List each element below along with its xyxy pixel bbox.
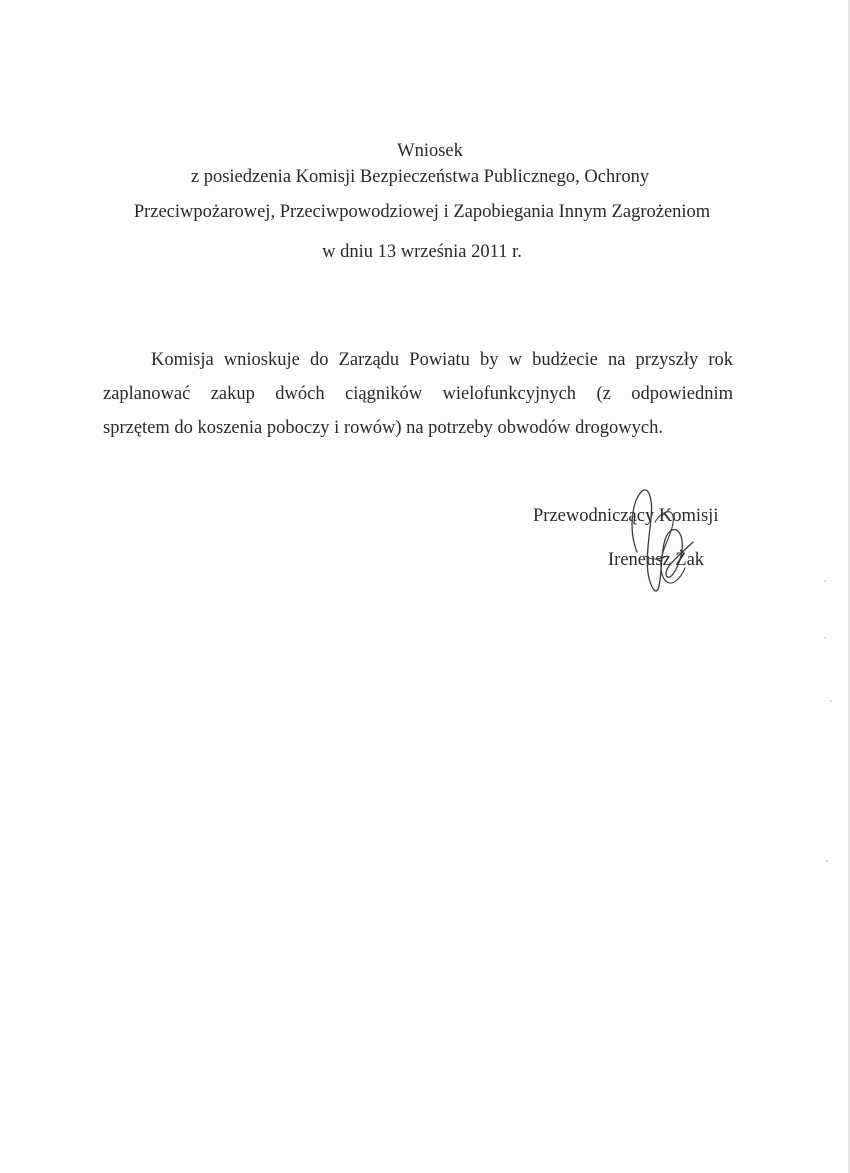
signatory-role: Przewodniczący Komisji xyxy=(533,506,719,526)
document-subtitle-line-2: Przeciwpożarowej, Przeciwpowodziowej i Zapobiegania Innym Zagrożeniom xyxy=(133,202,711,222)
body-line-1: Komisja wnioskuje do Zarządu Powiatu by w budżecie na przyszły rok xyxy=(151,350,733,370)
document-date: w dniu 13 września 2011 r. xyxy=(322,242,522,262)
document-title: Wniosek xyxy=(397,141,463,161)
body-line-3: sprzętem do koszenia poboczy i rowów) na potrzeby obwodów drogowych. xyxy=(103,418,663,438)
handwritten-signature xyxy=(615,482,715,600)
scan-speck xyxy=(830,700,832,702)
body-paragraph xyxy=(103,343,733,445)
scan-speck xyxy=(826,860,828,862)
document-subtitle-line-1: z posiedzenia Komisji Bezpieczeństwa Publicznego, Ochrony xyxy=(190,167,650,187)
scan-speck xyxy=(824,637,826,639)
scan-speck xyxy=(824,580,826,582)
body-line-2: zaplanować zakup dwóch ciągników wielofunkcyjnych (z odpowiednim xyxy=(103,384,733,404)
signatory-name: Ireneusz Żak xyxy=(608,550,705,570)
